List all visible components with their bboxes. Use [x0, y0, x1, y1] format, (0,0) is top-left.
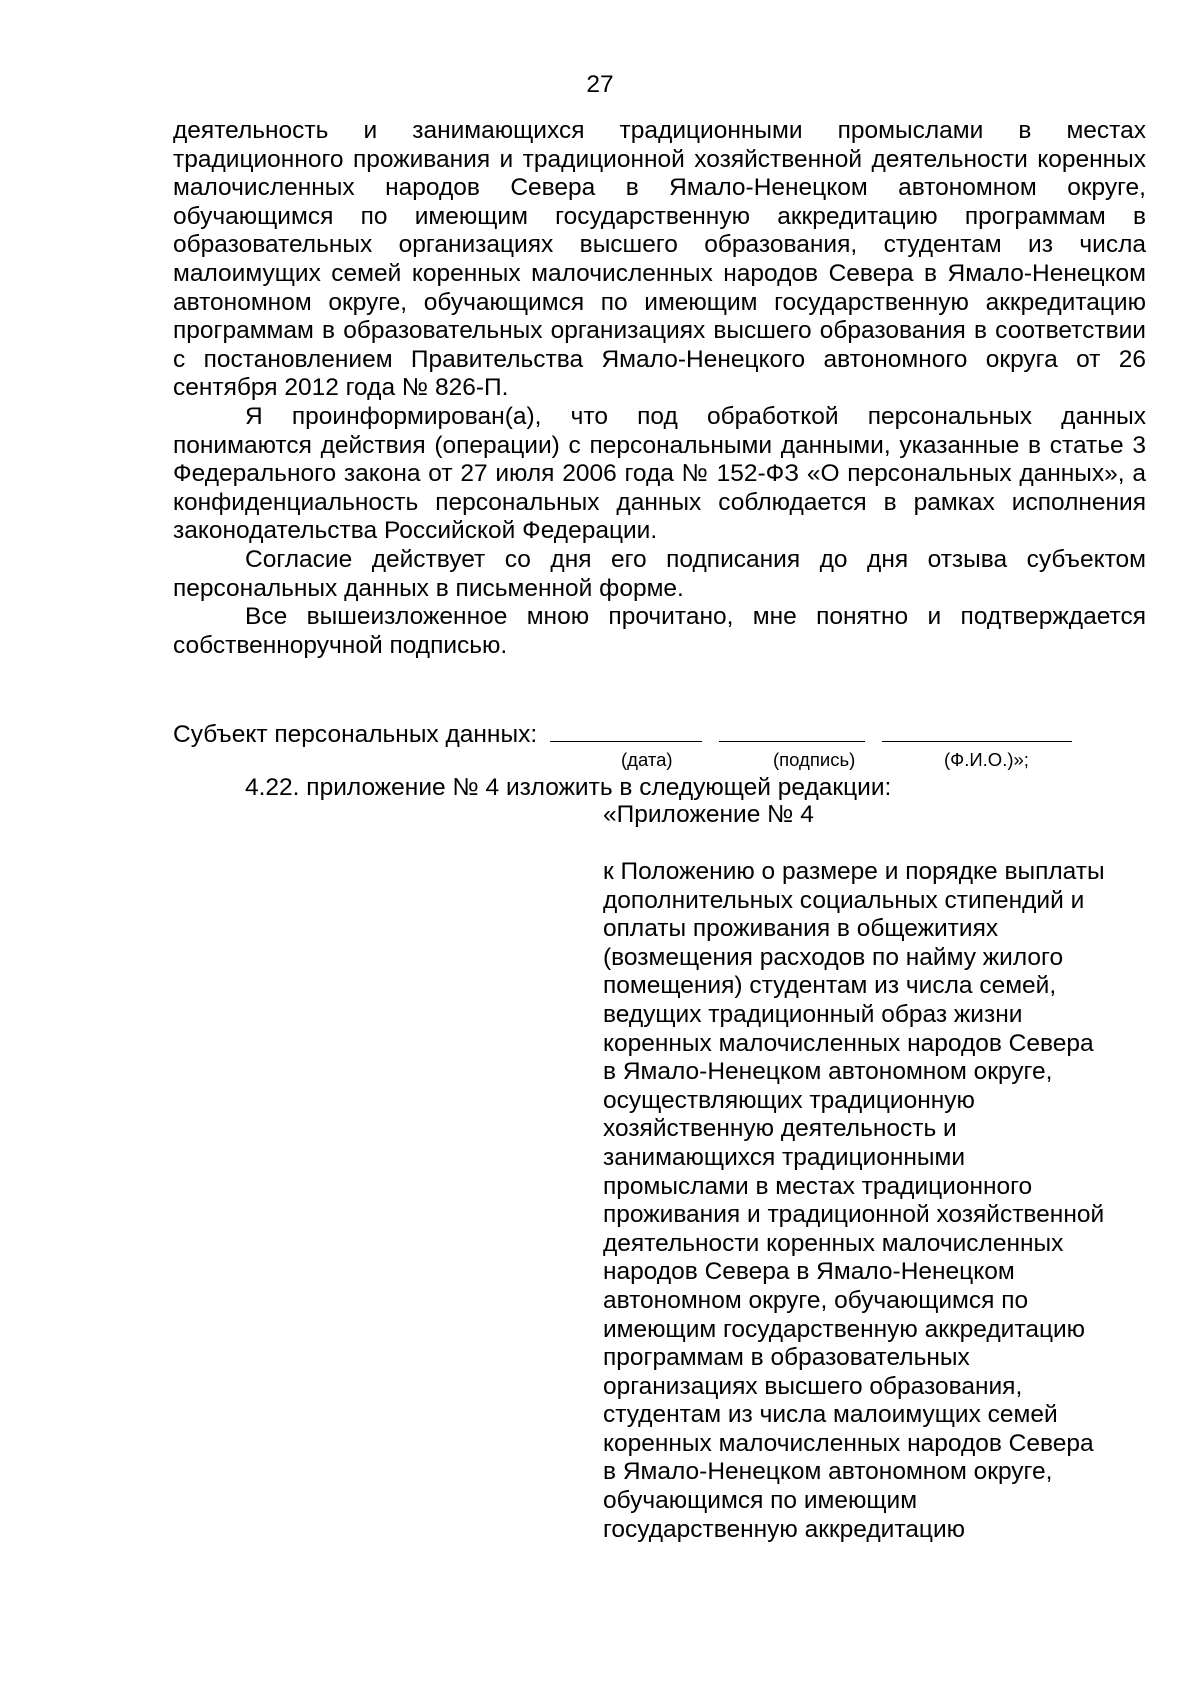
annex-subtitle-line: помещения) студентам из числа семей, [603, 972, 1057, 1000]
annex-subtitle [603, 858, 1148, 1544]
annex-subtitle-line: коренных малочисленных народов Севера [603, 1029, 1094, 1057]
annex-subtitle-line: осуществляющих традиционную [603, 1086, 975, 1114]
signature-block [173, 719, 1146, 771]
annex-subtitle-line: государственную аккредитацию [603, 1515, 966, 1543]
annex-subtitle-line: народов Севера в Ямало-Ненецком [603, 1258, 1015, 1286]
name-blank-line [882, 719, 1072, 742]
caption-signature: (подпись) [773, 749, 856, 770]
annex-subtitle-line: проживания и традиционной хозяйственной [603, 1201, 1105, 1229]
annex-subtitle-line: дополнительных социальных стипендий и [603, 886, 1085, 914]
annex-subtitle-line: в Ямало-Ненецком автономном округе, [603, 1458, 1053, 1486]
annex-subtitle-line: программам в образовательных [603, 1344, 970, 1372]
annex-subtitle-line: автономном округе, обучающимся по [603, 1286, 1029, 1314]
annex-subtitle-line: хозяйственную деятельность и [603, 1115, 957, 1143]
annex-subtitle-line: промыслами в местах традиционного [603, 1172, 1033, 1200]
annex-subtitle-line: деятельности коренных малочисленных [603, 1229, 1064, 1257]
paragraph-personal-data-notice: Я проинформирован(а), что под обработкой персональных данных понимаются действия (операции) с персональными данными, указанные в статье 3 Федерального закона от 27 июля 2006 года № 152-ФЗ «О персональных данных», а конфиденциальность персональных данных соблюдается в рамках исполнения законодательства Российской Федерации. [173, 402, 1146, 545]
caption-full-name: (Ф.И.О.)»; [944, 749, 1029, 770]
annex-subtitle-line: в Ямало-Ненецком автономном округе, [603, 1058, 1053, 1086]
annex-subtitle-line: ведущих традиционный образ жизни [603, 1000, 1023, 1028]
paragraph-continuation: деятельность и занимающихся традиционными промыслами в местах традиционного проживания и традиционной хозяйственной деятельности коренных малочисленных народов Севера в Ямало-Ненецком автономном округе, обучающимся по имеющим государственную аккредитацию программам в образовательных организациях высшего образования, студентам из числа малоимущих семей коренных малочисленных народов Севера в Ямало-Ненецком автономном округе, обучающимся по имеющим государственную аккредитацию программам в образовательных организациях высшего образования в соответствии с постановлением Правительства Ямало-Ненецкого автономного округа от 26 сентября 2012 года № 826-П. [173, 117, 1146, 402]
page-number: 27 [586, 71, 614, 98]
annex-subtitle-line: к Положению о размере и порядке выплаты [603, 858, 1105, 885]
annex-subtitle-line: организациях высшего образования, [603, 1372, 1023, 1400]
annex-title: «Приложение № 4 [603, 801, 814, 828]
annex-subtitle-line: занимающихся традиционными [603, 1143, 966, 1171]
signature-line [173, 719, 1146, 749]
paragraph-confirmation: Все вышеизложенное мною прочитано, мне понятно и подтверждается собственноручной подписью. [173, 603, 1146, 659]
annex-subtitle-line: (возмещения расходов по найму жилого [603, 943, 1064, 971]
annex-subtitle-line: оплаты проживания в общежитиях [603, 915, 999, 943]
annex-subtitle-line: коренных малочисленных народов Севера [603, 1429, 1094, 1457]
annex-subtitle-line: обучающимся по имеющим [603, 1487, 918, 1515]
document-body [173, 117, 1146, 660]
signature-blank-line [719, 719, 865, 742]
annex-subtitle-line: имеющим государственную аккредитацию [603, 1315, 1086, 1343]
caption-date: (дата) [621, 749, 673, 770]
date-blank-line [550, 719, 702, 742]
annex-subtitle-line: студентам из числа малоимущих семей [603, 1401, 1058, 1429]
signature-label: Субъект персональных данных: [173, 721, 538, 748]
amendment-line: 4.22. приложение № 4 изложить в следующей редакции: [245, 774, 892, 801]
signature-captions [173, 749, 1146, 771]
paragraph-consent-validity: Согласие действует со дня его подписания до дня отзыва субъектом персональных данных в письменной форме. [173, 545, 1146, 602]
